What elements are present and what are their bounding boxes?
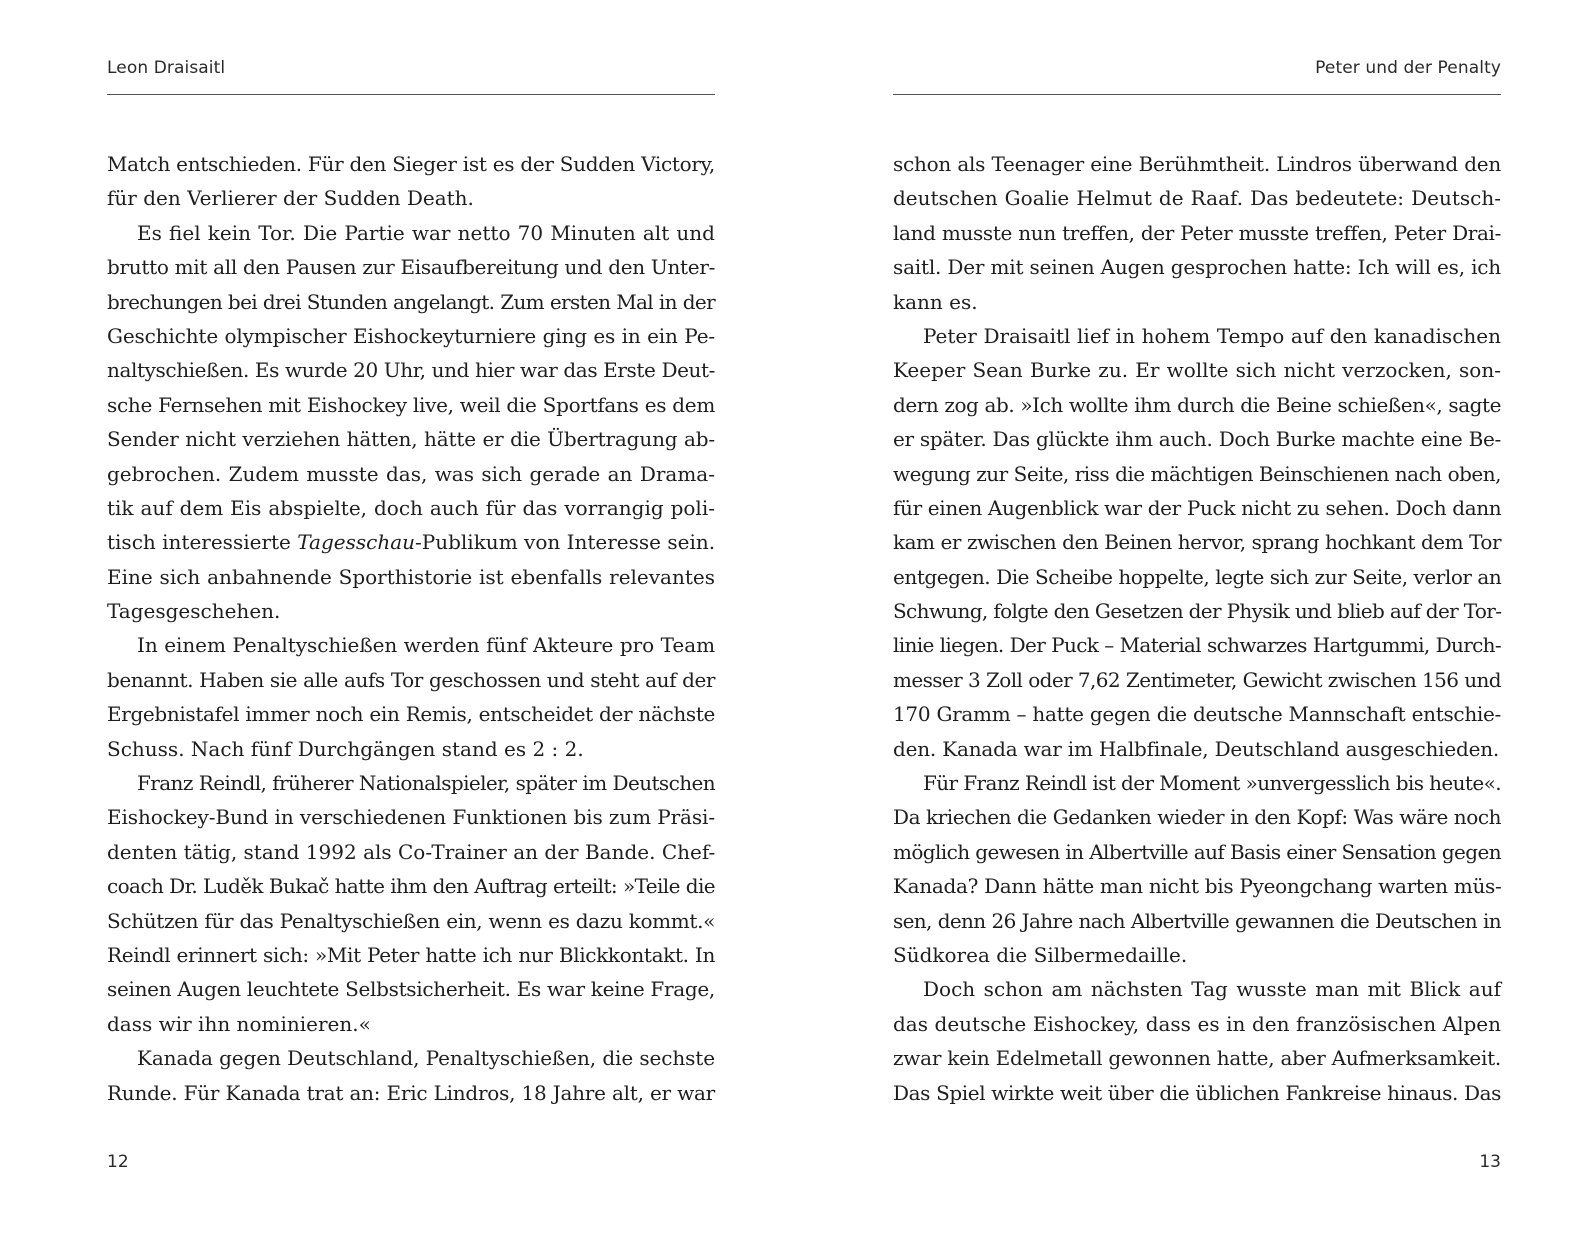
text-line: land musste nun treffen, der Peter musste treffen, Peter Drai- — [893, 220, 1501, 245]
text-line: Kanada gegen Deutschland, Penaltyschießen, die sechste — [137, 1046, 715, 1071]
text-line: Schwung, folgte den Gesetzen der Physik und blieb auf der Tor- — [893, 599, 1502, 624]
body-text-right — [893, 147, 1501, 1110]
text-line: sche Fernsehen mit Eishockey live, weil die Sportfans es dem — [107, 392, 715, 417]
text-line: kam er zwischen den Beinen hervor, sprang hochkant dem Tor — [893, 530, 1501, 555]
text-line: deutschen Goalie Helmut de Raaf. Das bedeutete: Deutsch- — [893, 186, 1501, 211]
italic-title-tagesschau: Tagesschau — [297, 530, 415, 555]
text-line: Da kriechen die Gedanken wieder in den Kopf: Was wäre noch — [893, 805, 1501, 830]
text-line: möglich gewesen in Albertville auf Basis einer Sensation gegen — [893, 839, 1501, 864]
text-line: Schuss. Nach fünf Durchgängen stand es 2 : 2. — [107, 736, 584, 761]
text-line: Eine sich anbahnende Sporthistorie ist ebenfalls relevantes — [107, 564, 715, 589]
text-line: coach Dr. Luděk Bukač hatte ihm den Auftrag erteilt: »Teile die — [107, 874, 715, 899]
text-line: Tagesgeschehen. — [107, 599, 281, 624]
text-run: tisch interessierte — [107, 530, 298, 555]
text-line: Doch schon am nächsten Tag wusste man mit Blick auf — [923, 977, 1501, 1002]
text-line: brutto mit all den Pausen zur Eisaufbereitung und den Unter- — [107, 255, 716, 280]
text-line: Reindl erinnert sich: »Mit Peter hatte ich nur Blickkontakt. In — [107, 942, 715, 967]
text-run: -Publikum von Interesse sein. — [415, 530, 716, 555]
page-number-left: 12 — [107, 1152, 129, 1172]
text-line: dass wir ihn nominieren.« — [107, 1011, 371, 1036]
text-line: schon als Teenager eine Berühmtheit. Lindros überwand den — [893, 152, 1501, 176]
text-line: linie liegen. Der Puck – Material schwarzes Hartgummi, Durch- — [893, 633, 1501, 658]
text-line: für den Verlierer der Sudden Death. — [107, 186, 474, 211]
text-line: Runde. Für Kanada trat an: Eric Lindros, 18 Jahre alt, er war — [107, 1080, 715, 1105]
text-line: seinen Augen leuchtete Selbstsicherheit. Es war keine Frage, — [107, 977, 715, 1002]
text-line: zwar kein Edelmetall gewonnen hatte, aber Aufmerksamkeit. — [893, 1046, 1502, 1071]
body-text-left — [107, 147, 715, 1110]
text-line: 170 Gramm – hatte gegen die deutsche Mannschaft entschie- — [893, 702, 1501, 727]
text-line: benannt. Haben sie alle aufs Tor geschossen und steht auf der — [107, 667, 715, 692]
text-line: Geschichte olympischer Eishockeyturniere ging es in ein Pe- — [107, 323, 715, 348]
text-line: Match entschieden. Für den Sieger ist es der Sudden Victory, — [107, 152, 715, 176]
text-line: Für Franz Reindl ist der Moment »unvergesslich bis heute«. — [923, 771, 1501, 796]
text-line: Sender nicht verziehen hätten, hätte er die Übertragung ab- — [107, 427, 715, 452]
header-rule-left — [107, 94, 715, 95]
text-line: das deutsche Eishockey, dass es in den französischen Alpen — [893, 1011, 1501, 1036]
text-line: wegung zur Seite, riss die mächtigen Beinschienen nach oben, — [893, 461, 1501, 486]
text-line: Südkorea die Silbermedaille. — [893, 942, 1188, 967]
text-line: Schützen für das Penaltyschießen ein, wenn es dazu kommt.« — [107, 908, 715, 933]
left-page — [107, 0, 715, 1240]
text-line: Eishockey-Bund in verschiedenen Funktionen bis zum Präsi- — [107, 805, 715, 830]
text-line: messer 3 Zoll oder 7,62 Zentimeter, Gewicht zwischen 156 und — [893, 667, 1501, 692]
running-head-right: Peter und der Penalty — [1315, 58, 1501, 78]
text-line: den. Kanada war im Halbfinale, Deutschland ausgeschieden. — [893, 736, 1500, 761]
right-page — [893, 0, 1501, 1240]
text-line: Keeper Sean Burke zu. Er wollte sich nicht verzocken, son- — [893, 358, 1501, 383]
text-line: für einen Augenblick war der Puck nicht zu sehen. Doch dann — [893, 495, 1502, 520]
text-line: Franz Reindl, früherer Nationalspieler, später im Deutschen — [137, 771, 715, 796]
text-line: gebrochen. Zudem musste das, was sich gerade an Drama- — [107, 461, 715, 486]
text-line: In einem Penaltyschießen werden fünf Akteure pro Team — [137, 633, 715, 658]
text-line: brechungen bei drei Stunden angelangt. Zum ersten Mal in der — [107, 289, 715, 314]
text-line: Es fiel kein Tor. Die Partie war netto 70 Minuten alt und — [137, 220, 715, 245]
text-line: entgegen. Die Scheibe hoppelte, legte sich zur Seite, verlor an — [893, 564, 1502, 589]
text-line-with-italic — [107, 525, 715, 559]
text-line: denten tätig, stand 1992 als Co-Trainer an der Bande. Chef- — [107, 839, 716, 864]
text-line: tik auf dem Eis abspielte, doch auch für das vorrangig poli- — [107, 495, 715, 520]
text-line: dern zog ab. »Ich wollte ihm durch die Beine schießen«, sagte — [893, 392, 1501, 417]
page-number-right: 13 — [1479, 1152, 1501, 1172]
text-line: naltyschießen. Es wurde 20 Uhr, und hier war das Erste Deut- — [107, 358, 715, 383]
text-line: er später. Das glückte ihm auch. Doch Burke machte eine Be- — [893, 427, 1501, 452]
header-rule-right — [893, 94, 1501, 95]
text-line: saitl. Der mit seinen Augen gesprochen hatte: Ich will es, ich — [893, 255, 1501, 280]
text-line: Ergebnistafel immer noch ein Remis, entscheidet der nächste — [107, 702, 715, 727]
text-line: Kanada? Dann hätte man nicht bis Pyeongchang warten müs- — [893, 874, 1502, 899]
text-line: Das Spiel wirkte weit über die üblichen Fankreise hinaus. Das — [893, 1080, 1501, 1105]
text-line: sen, denn 26 Jahre nach Albertville gewannen die Deutschen in — [893, 908, 1501, 933]
text-line: kann es. — [893, 289, 978, 314]
running-head-left: Leon Draisaitl — [107, 58, 226, 78]
text-line: Peter Draisaitl lief in hohem Tempo auf den kanadischen — [923, 323, 1501, 348]
